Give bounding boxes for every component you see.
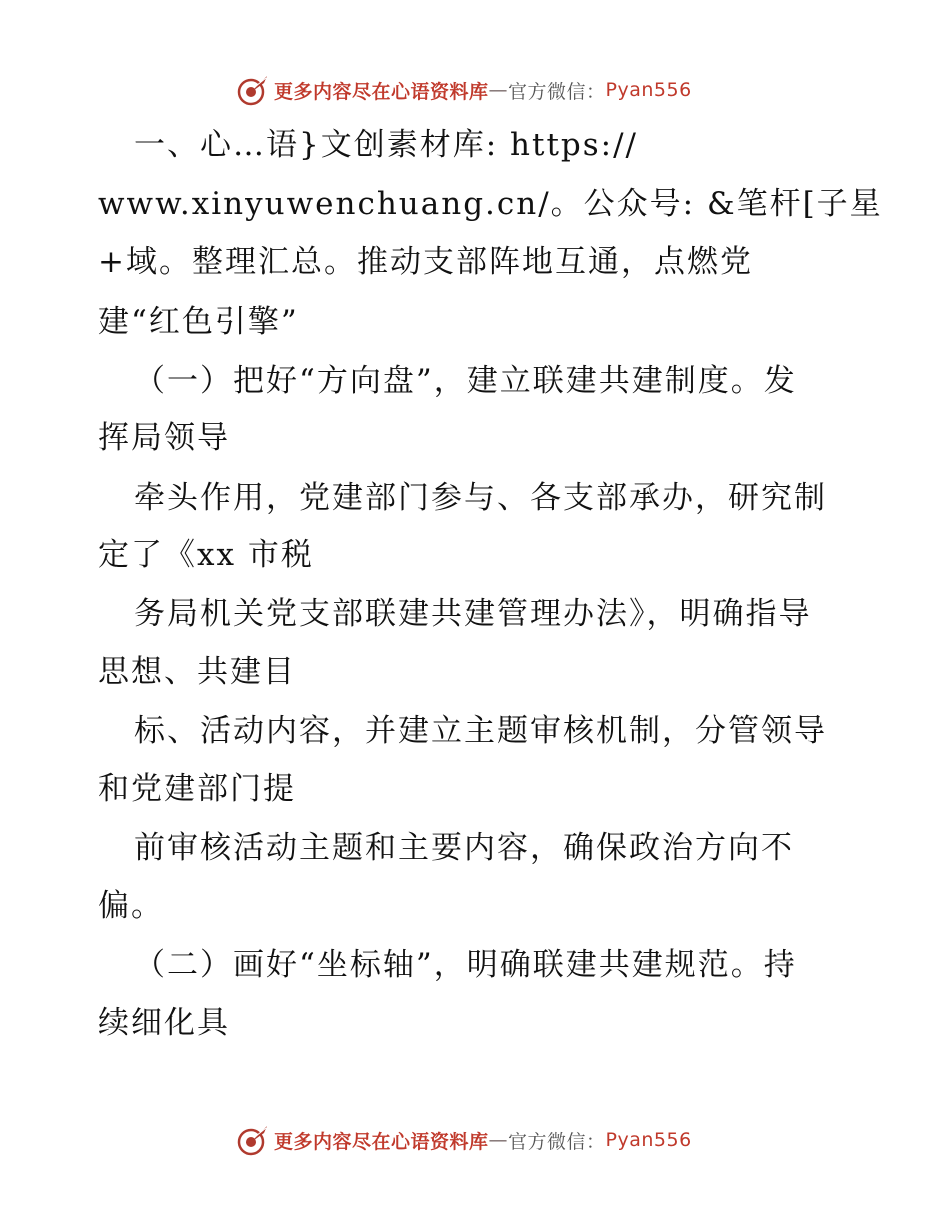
text-line: 思想、共建目 — [98, 654, 296, 690]
banner-main-text: 更多内容尽在心语资料库 — [274, 80, 489, 103]
text-line: 续细化具 — [98, 1005, 230, 1041]
quill-logo-icon — [236, 1123, 270, 1157]
text-line: 标、活动内容，并建立主题审核机制，分管领导 — [134, 713, 827, 749]
banner-main-text: 更多内容尽在心语资料库 — [274, 1130, 489, 1153]
text-line: 挥局领导 — [98, 420, 230, 456]
text-line: +域。整理汇总。推动支部阵地互通，点燃党 — [98, 244, 753, 280]
text-line: 牵头作用，党建部门参与、各支部承办，研究制 — [134, 480, 827, 516]
banner-dash: — — [488, 1129, 509, 1151]
banner-wechat-id: Pyan556 — [605, 1129, 692, 1151]
text-line: 一、心…语}文创素材库: https:// — [134, 127, 638, 163]
text-line: 建“红色引擎” — [98, 304, 299, 340]
text-line: （一）把好“方向盘”，建立联建共建制度。发 — [134, 363, 797, 399]
header-watermark-banner — [236, 70, 716, 110]
text-line: 前审核活动主题和主要内容，确保政治方向不 — [134, 830, 794, 866]
banner-dash: — — [488, 79, 509, 101]
banner-wechat-label: 官方微信： — [508, 80, 606, 103]
text-line: 偏。 — [98, 888, 164, 924]
text-line: （二）画好“坐标轴”，明确联建共建规范。持 — [134, 947, 797, 983]
banner-wechat-label: 官方微信： — [508, 1130, 606, 1153]
text-line: www.xinyuwenchuang.cn/。公众号: &笔杆[子星 — [98, 186, 883, 222]
quill-logo-icon — [236, 73, 270, 107]
text-line: 定了《xx 市税 — [98, 537, 314, 573]
text-line: 和党建部门提 — [98, 771, 296, 807]
footer-watermark-banner — [236, 1120, 716, 1160]
banner-wechat-id: Pyan556 — [605, 79, 692, 101]
text-line: 务局机关党支部联建共建管理办法》，明确指导 — [134, 596, 812, 632]
